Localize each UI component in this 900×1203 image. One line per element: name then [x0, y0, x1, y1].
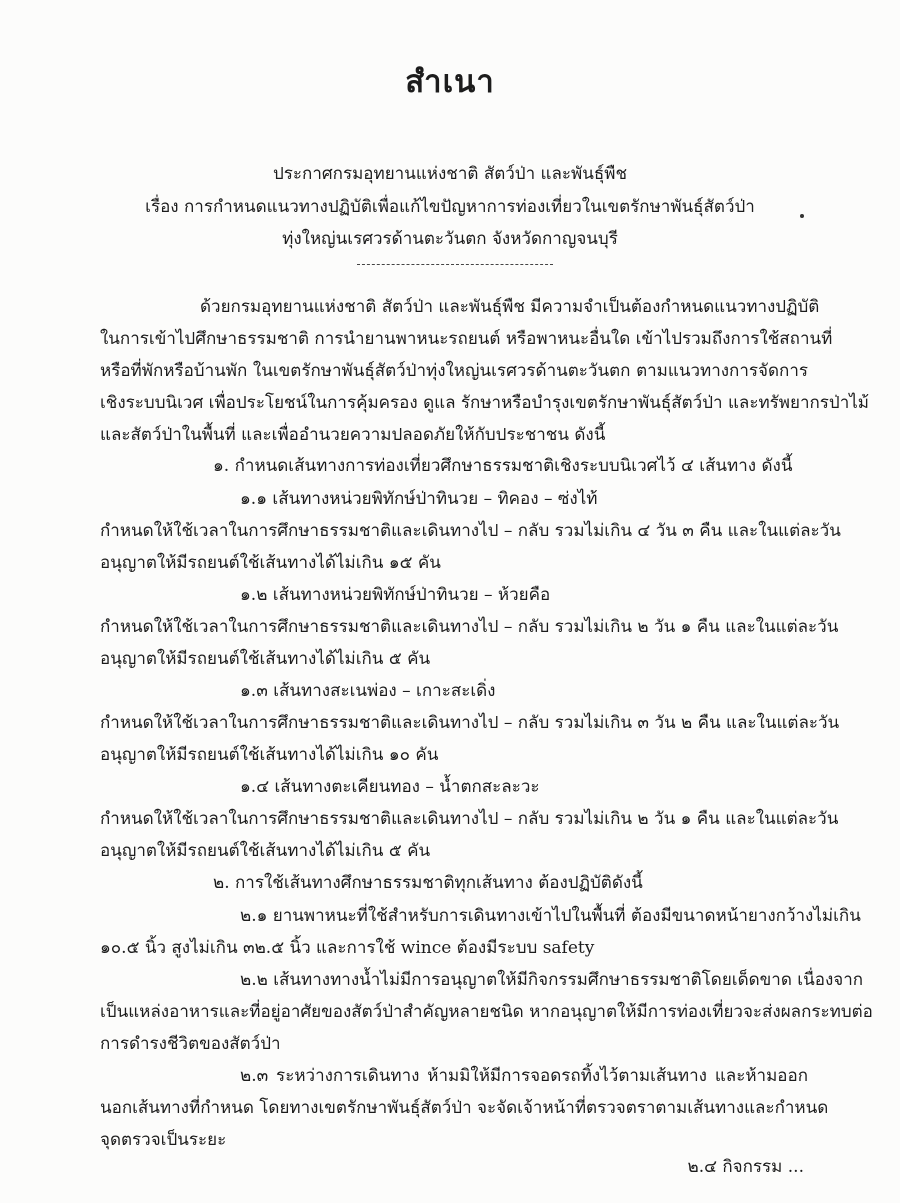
- announcement-subject-location: ทุ่งใหญ่นเรศวรด้านตะวันตก จังหวัดกาญจนบุรี: [282, 229, 618, 249]
- rule-2-2-line: ๒.๒ เส้นทางทางน้ำไม่มีการอนุญาตให้มีกิจกรรมศึกษาธรรมชาติโดยเด็ดขาด เนื่องจาก: [240, 970, 864, 990]
- intro-line: และสัตว์ป่าในพื้นที่ และเพื่ออำนวยความปลอดภัยให้กับประชาชน ดังนี้: [100, 425, 606, 445]
- announcement-subject: เรื่อง การกำหนดแนวทางปฏิบัติเพื่อแก้ไขปัญหาการท่องเที่ยวในเขตรักษาพันธุ์สัตว์ป่า: [145, 197, 755, 217]
- intro-line: หรือที่พักหรือบ้านพัก ในเขตรักษาพันธุ์สัตว์ป่าทุ่งใหญ่นเรศวรด้านตะวันตก ตามแนวทางการจัดการ: [100, 361, 808, 381]
- rule-2-3-line: นอกเส้นทางที่กำหนด โดยทางเขตรักษาพันธุ์สัตว์ป่า จะจัดเจ้าหน้าที่ตรวจตราตามเส้นทางและกำหนด: [100, 1098, 829, 1118]
- heading-divider: [357, 264, 553, 265]
- route-3-detail: กำหนดให้ใช้เวลาในการศึกษาธรรมชาติและเดินทางไป – กลับ รวมไม่เกิน ๓ วัน ๒ คืน และในแต่ละวัน: [100, 713, 840, 733]
- route-4-title: ๑.๔ เส้นทางตะเคียนทอง – น้ำตกสะละวะ: [240, 777, 540, 797]
- announcement-issuer: ประกาศกรมอุทยานแห่งชาติ สัตว์ป่า และพันธุ์พืช: [272, 164, 627, 184]
- route-4-detail: กำหนดให้ใช้เวลาในการศึกษาธรรมชาติและเดินทางไป – กลับ รวมไม่เกิน ๒ วัน ๑ คืน และในแต่ละวัน: [100, 809, 839, 829]
- route-1-detail: กำหนดให้ใช้เวลาในการศึกษาธรรมชาติและเดินทางไป – กลับ รวมไม่เกิน ๔ วัน ๓ คืน และในแต่ละวัน: [100, 521, 841, 541]
- intro-line: ในการเข้าไปศึกษาธรรมชาติ การนำยานพาหนะรถยนต์ หรือพาหนะอื่นใด เข้าไปรวมถึงการใช้สถานที่: [100, 329, 833, 349]
- rule-2-3-line: ๒.๓ ระหว่างการเดินทาง ห้ามมิให้มีการจอดรถทิ้งไว้ตามเส้นทาง และห้ามออก: [240, 1066, 808, 1086]
- rule-2-1-line: ๑๐.๕ นิ้ว สูงไม่เกิน ๓๒.๕ นิ้ว และการใช้ wince ต้องมีระบบ safety: [100, 938, 595, 958]
- section-1-title: ๑. กำหนดเส้นทางการท่องเที่ยวศึกษาธรรมชาติเชิงระบบนิเวศไว้ ๔ เส้นทาง ดังนี้: [213, 456, 793, 476]
- rule-2-2-line: เป็นแหล่งอาหารและที่อยู่อาศัยของสัตว์ป่าสำคัญหลายชนิด หากอนุญาตให้มีการท่องเที่ยวจะส่งผลกระทบต่อ: [100, 1002, 873, 1022]
- route-2-title: ๑.๒ เส้นทางหน่วยพิทักษ์ป่าทินวย – ห้วยคือ: [240, 585, 551, 605]
- continuation-footer: ๒.๔ กิจกรรม ...: [687, 1157, 804, 1177]
- intro-line: ด้วยกรมอุทยานแห่งชาติ สัตว์ป่า และพันธุ์พืช มีความจำเป็นต้องกำหนดแนวทางปฏิบัติ: [200, 297, 820, 317]
- ink-speck: [800, 214, 804, 218]
- route-4-detail: อนุญาตให้มีรถยนต์ใช้เส้นทางได้ไม่เกิน ๕ คัน: [100, 841, 431, 861]
- rule-2-3-line: จุดตรวจเป็นระยะ: [100, 1130, 227, 1150]
- intro-line: เชิงระบบนิเวศ เพื่อประโยชน์ในการคุ้มครอง ดูแล รักษาหรือบำรุงเขตรักษาพันธุ์สัตว์ป่า และทรัพยากรป่าไม้: [100, 393, 870, 413]
- route-3-detail: อนุญาตให้มีรถยนต์ใช้เส้นทางได้ไม่เกิน ๑๐ คัน: [100, 745, 439, 765]
- route-2-detail: กำหนดให้ใช้เวลาในการศึกษาธรรมชาติและเดินทางไป – กลับ รวมไม่เกิน ๒ วัน ๑ คืน และในแต่ละวัน: [100, 617, 839, 637]
- route-1-title: ๑.๑ เส้นทางหน่วยพิทักษ์ป่าทินวย – ทิคอง – ซ่งไท้: [240, 489, 598, 509]
- section-2-title: ๒. การใช้เส้นทางศึกษาธรรมชาติทุกเส้นทาง ต้องปฏิบัติดังนี้: [213, 873, 643, 893]
- rule-2-2-line: การดำรงชีวิตของสัตว์ป่า: [100, 1034, 281, 1054]
- route-1-detail: อนุญาตให้มีรถยนต์ใช้เส้นทางได้ไม่เกิน ๑๕ คัน: [100, 553, 441, 573]
- copy-stamp-title: สำเนา: [405, 64, 495, 100]
- route-3-title: ๑.๓ เส้นทางสะเนพ่อง – เกาะสะเดิ่ง: [240, 681, 496, 701]
- route-2-detail: อนุญาตให้มีรถยนต์ใช้เส้นทางได้ไม่เกิน ๕ คัน: [100, 649, 431, 669]
- rule-2-1-line: ๒.๑ ยานพาหนะที่ใช้สำหรับการเดินทางเข้าไปในพื้นที่ ต้องมีขนาดหน้ายางกว้างไม่เกิน: [240, 906, 861, 926]
